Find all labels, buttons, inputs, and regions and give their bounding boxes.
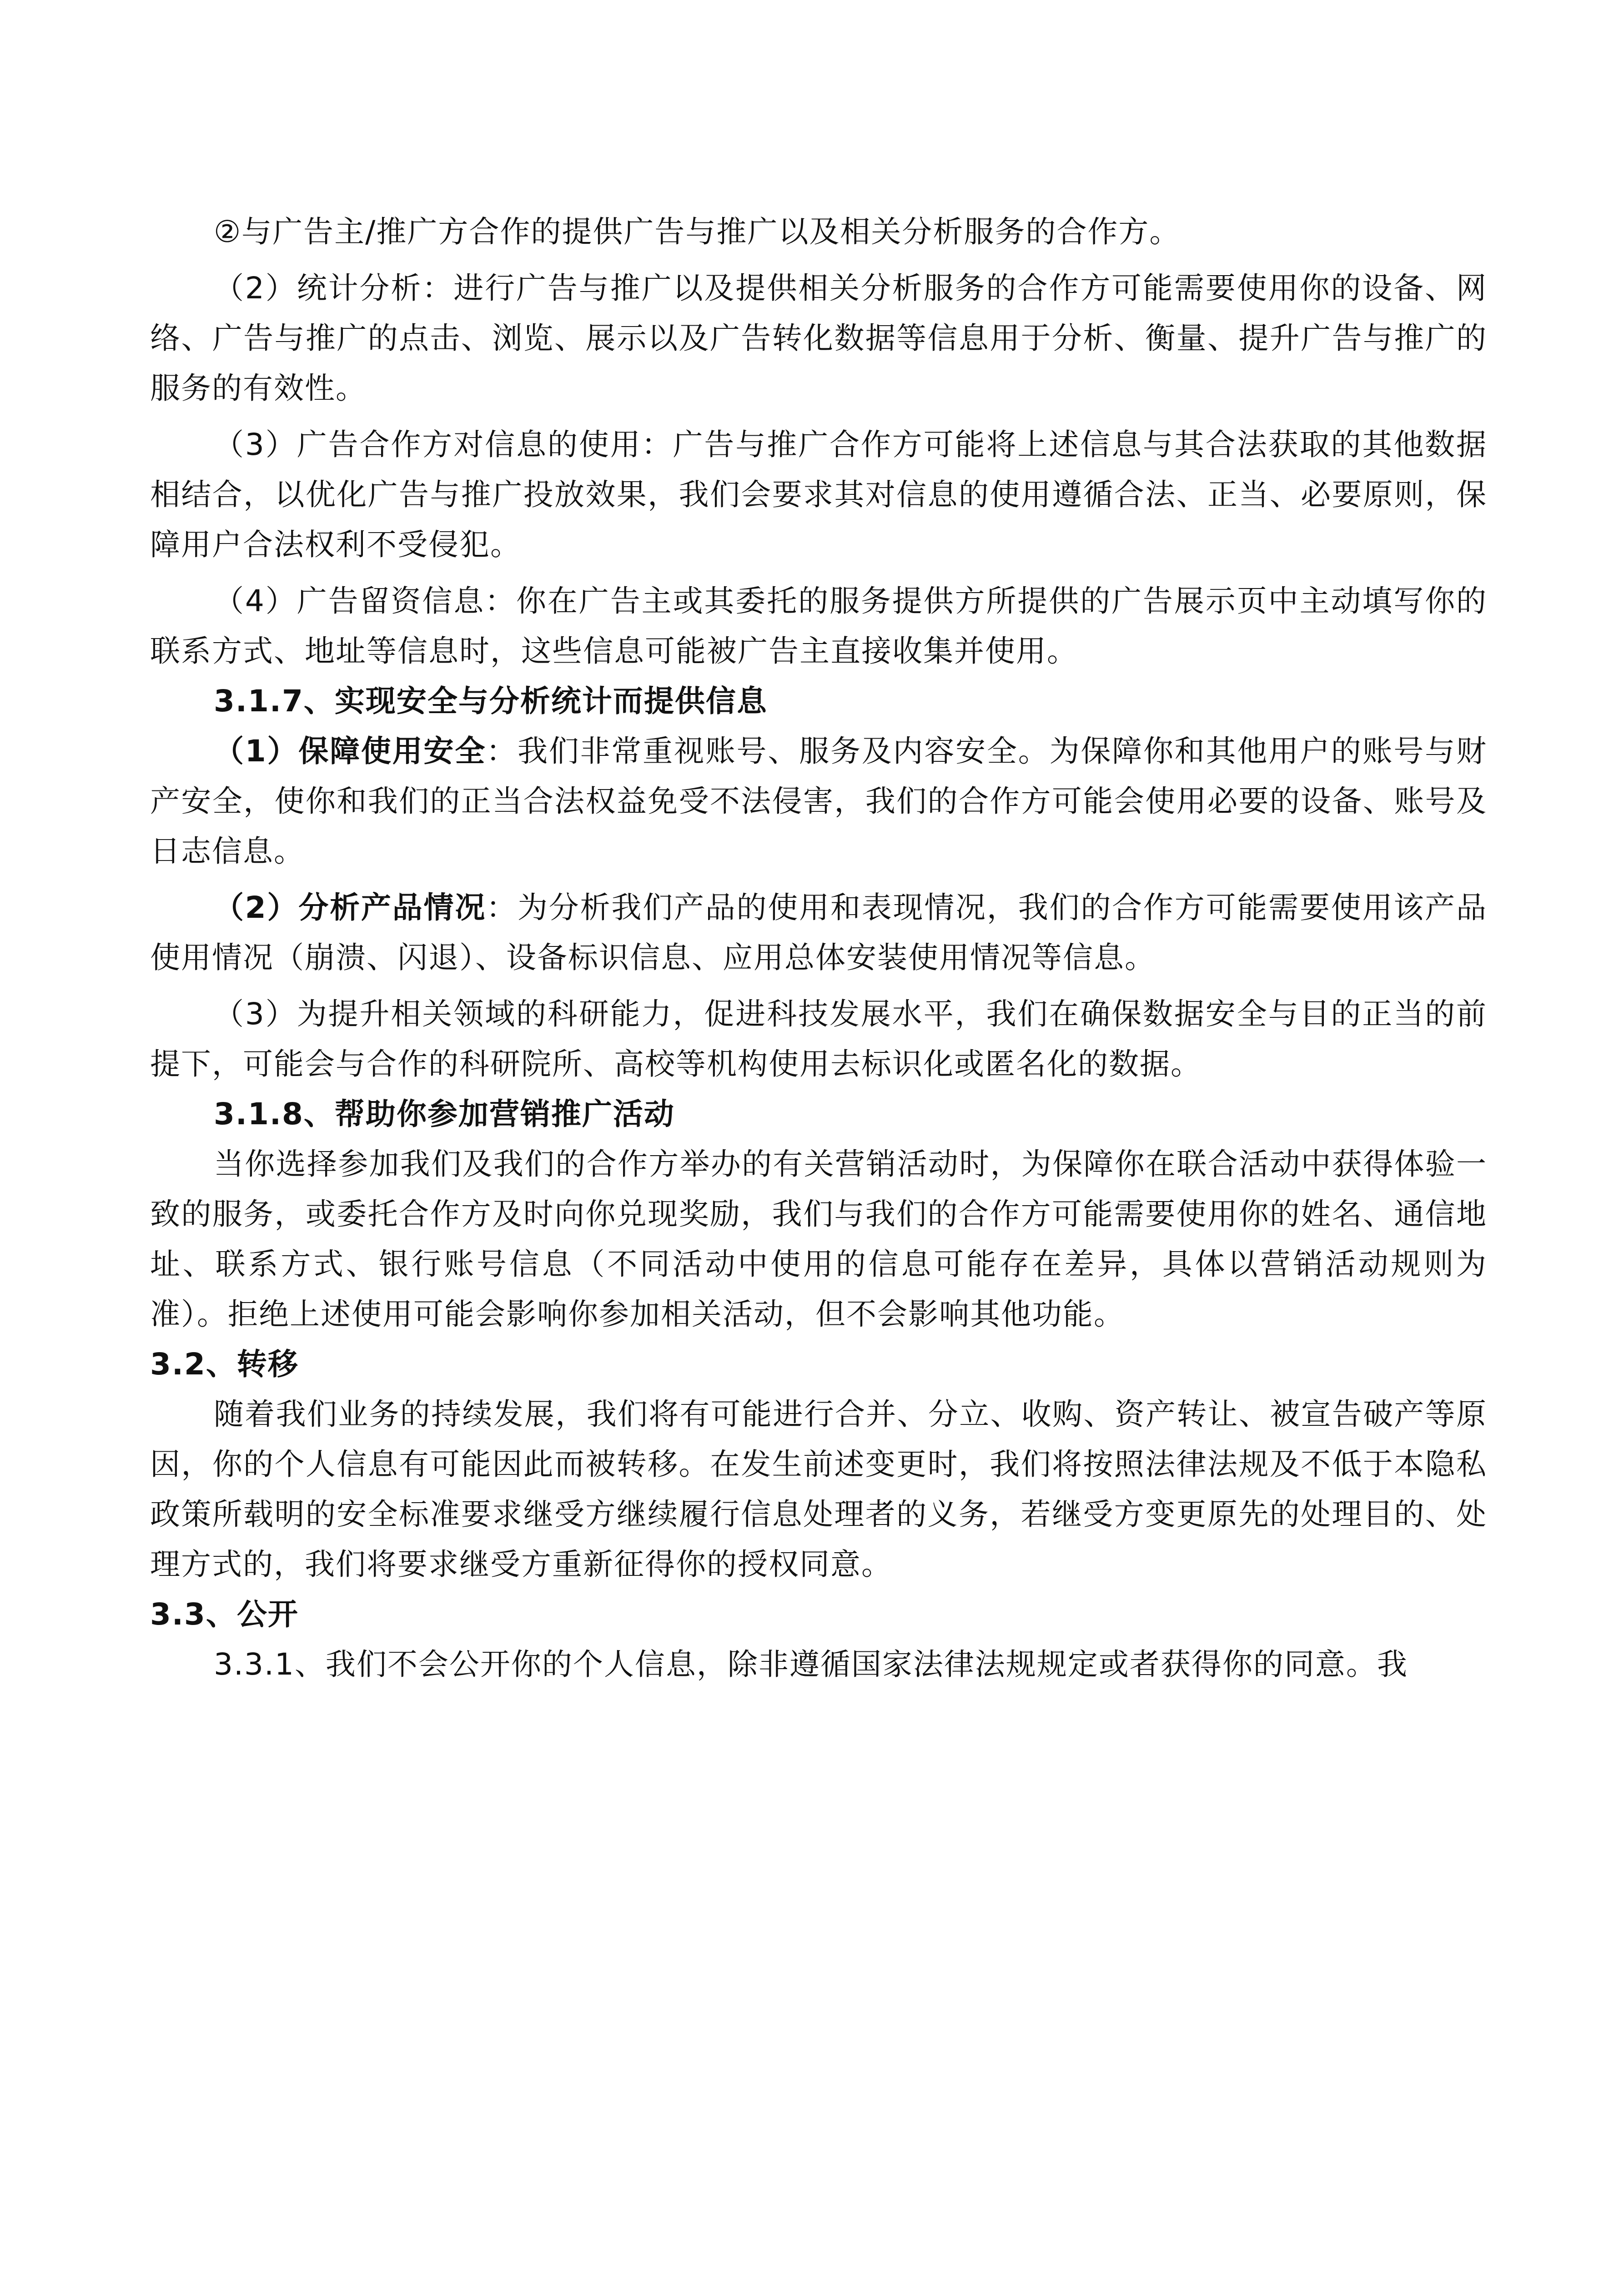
paragraph-statistical-analysis: （2）统计分析：进行广告与推广以及提供相关分析服务的合作方可能需要使用你的设备、网络、广告与推广的点击、浏览、展示以及广告转化数据等信息用于分析、衡量、提升广告与推广的服务的有效性。 (150, 271, 1487, 406)
paragraph-ad-partner-use: （3）广告合作方对信息的使用：广告与推广合作方可能将上述信息与其合法获取的其他数据相结合，以优化广告与推广投放效果，我们会要求其对信息的使用遵循合法、正当、必要原则，保障用户合法权利不受侵犯。 (150, 427, 1487, 562)
paragraph-ad-lead-info: （4）广告留资信息：你在广告主或其委托的服务提供方所提供的广告展示页中主动填写你的联系方式、地址等信息时，这些信息可能被广告主直接收集并使用。 (150, 584, 1487, 669)
lead-usage-security: （1）保障使用安全 (214, 734, 487, 769)
body-product-analysis: ：为分析我们产品的使用和表现情况，我们的合作方可能需要使用该产品使用情况（崩溃、闪退）、设备标识信息、应用总体安装使用情况等信息。 (150, 890, 1487, 975)
document-body (150, 207, 1487, 1690)
paragraph-marketing: 当你选择参加我们及我们的合作方举办的有关营销活动时，为保障你在联合活动中获得体验一致的服务，或委托合作方及时向你兑现奖励，我们与我们的合作方可能需要使用你的姓名、通信地址、联系方式、银行账号信息（不同活动中使用的信息可能存在差异，具体以营销活动规则为准）。拒绝上述使用可能会影响你参加相关活动，但不会影响其他功能。 (150, 1147, 1487, 1332)
body-usage-security: ：我们非常重视账号、服务及内容安全。为保障你和其他用户的账号与财产安全，使你和我们的正当合法权益免受不法侵害，我们的合作方可能会使用必要的设备、账号及日志信息。 (150, 734, 1487, 869)
subheading-3-1-7: 3.1.7、实现安全与分析统计而提供信息 (214, 684, 768, 719)
subheading-3-1-8: 3.1.8、帮助你参加营销推广活动 (214, 1097, 675, 1132)
section-heading-3-3: 3.3、公开 (150, 1597, 299, 1632)
lead-product-analysis: （2）分析产品情况 (214, 890, 487, 925)
paragraph-usage-security (150, 726, 1487, 876)
paragraph-partner-ads: ②与广告主/推广方合作的提供广告与推广以及相关分析服务的合作方。 (214, 214, 1181, 249)
paragraph-transfer: 随着我们业务的持续发展，我们将有可能进行合并、分立、收购、资产转让、被宣告破产等原因，你的个人信息有可能因此而被转移。在发生前述变更时，我们将按照法律法规及不低于本隐私政策所载明的安全标准要求继受方继续履行信息处理者的义务，若继受方变更原先的处理目的、处理方式的，我们将要求继受方重新征得你的授权同意。 (150, 1397, 1487, 1582)
paragraph-research: （3）为提升相关领域的科研能力，促进科技发展水平，我们在确保数据安全与目的正当的前提下，可能会与合作的科研院所、高校等机构使用去标识化或匿名化的数据。 (150, 996, 1487, 1082)
paragraph-product-analysis (150, 883, 1487, 983)
section-heading-3-2: 3.2、转移 (150, 1347, 299, 1382)
paragraph-disclosure: 3.3.1、我们不会公开你的个人信息，除非遵循国家法律法规规定或者获得你的同意。我 (214, 1647, 1408, 1682)
